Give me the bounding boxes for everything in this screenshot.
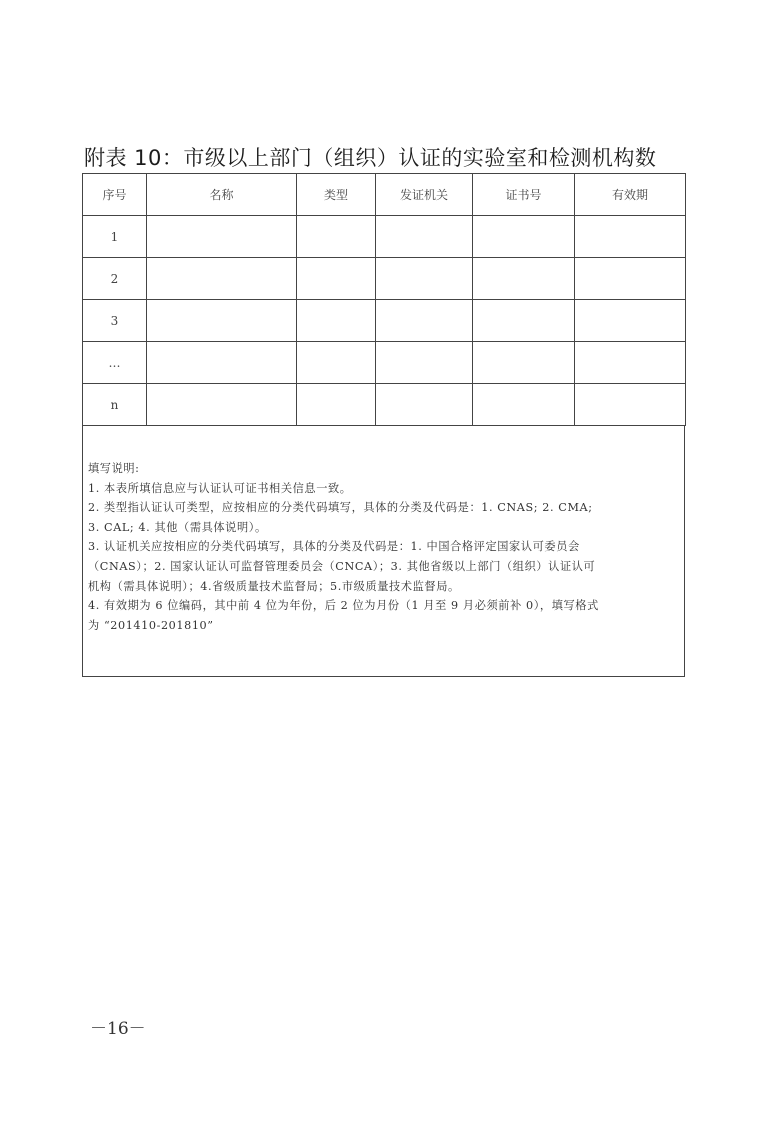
instruction-line: 3. 认证机关应按相应的分类代码填写，具体的分类及代码是：1. 中国合格评定国家认可委员会 — [88, 540, 580, 554]
cell-type[interactable] — [297, 300, 376, 342]
cell-issuer[interactable] — [376, 300, 473, 342]
cell-validity[interactable] — [575, 300, 686, 342]
cell-type[interactable] — [297, 216, 376, 258]
table-row — [83, 216, 686, 258]
cell-name[interactable] — [147, 384, 297, 426]
cell-type[interactable] — [297, 258, 376, 300]
cell-serial: n — [83, 384, 147, 426]
cell-validity[interactable] — [575, 258, 686, 300]
cell-validity[interactable] — [575, 216, 686, 258]
cell-issuer[interactable] — [376, 384, 473, 426]
table-header-row — [83, 174, 686, 216]
cell-name[interactable] — [147, 342, 297, 384]
filling-instructions-box — [82, 425, 685, 677]
cell-certificate-no[interactable] — [473, 300, 575, 342]
cell-issuer[interactable] — [376, 216, 473, 258]
instruction-line: 4. 有效期为 6 位编码，其中前 4 位为年份，后 2 位为月份（1 月至 9 月必须前补 0），填写格式 — [88, 599, 599, 613]
instructions-heading: 填写说明: — [88, 462, 140, 475]
cell-validity[interactable] — [575, 342, 686, 384]
instruction-line: 3. CAL; 4. 其他（需具体说明）。 — [88, 520, 267, 534]
page-title: 附表 10：市级以上部门（组织）认证的实验室和检测机构数 — [84, 146, 657, 170]
cell-validity[interactable] — [575, 384, 686, 426]
column-header-issuer: 发证机关 — [376, 174, 473, 216]
cell-serial: 1 — [83, 216, 147, 258]
institutions-table — [82, 173, 686, 426]
instruction-line: （CNAS）；2. 国家认证认可监督管理委员会（CNCA）；3. 其他省级以上部门（组织）认证认可 — [88, 559, 596, 573]
page-number: －16－ — [90, 1019, 146, 1039]
table-row — [83, 300, 686, 342]
instruction-line: 2. 类型指认证认可类型，应按相应的分类代码填写，具体的分类及代码是：1. CNAS; 2. CMA; — [88, 501, 593, 515]
column-header-validity: 有效期 — [575, 174, 686, 216]
cell-name[interactable] — [147, 258, 297, 300]
cell-issuer[interactable] — [376, 258, 473, 300]
cell-serial: … — [83, 342, 147, 384]
cell-name[interactable] — [147, 300, 297, 342]
cell-certificate-no[interactable] — [473, 384, 575, 426]
cell-serial: 2 — [83, 258, 147, 300]
table-row — [83, 258, 686, 300]
cell-type[interactable] — [297, 342, 376, 384]
column-header-serial: 序号 — [83, 174, 147, 216]
cell-type[interactable] — [297, 384, 376, 426]
cell-issuer[interactable] — [376, 342, 473, 384]
column-header-certificate-no: 证书号 — [473, 174, 575, 216]
cell-name[interactable] — [147, 216, 297, 258]
column-header-type: 类型 — [297, 174, 376, 216]
cell-serial: 3 — [83, 300, 147, 342]
column-header-name: 名称 — [147, 174, 297, 216]
instruction-line: 1. 本表所填信息应与认证认可证书相关信息一致。 — [88, 481, 352, 495]
cell-certificate-no[interactable] — [473, 342, 575, 384]
cell-certificate-no[interactable] — [473, 258, 575, 300]
table-row — [83, 384, 686, 426]
cell-certificate-no[interactable] — [473, 216, 575, 258]
instruction-line: 为 “201410-201810” — [88, 618, 214, 632]
table-row — [83, 342, 686, 384]
instruction-line: 机构（需具体说明）；4.省级质量技术监督局；5.市级质量技术监督局。 — [88, 579, 460, 593]
